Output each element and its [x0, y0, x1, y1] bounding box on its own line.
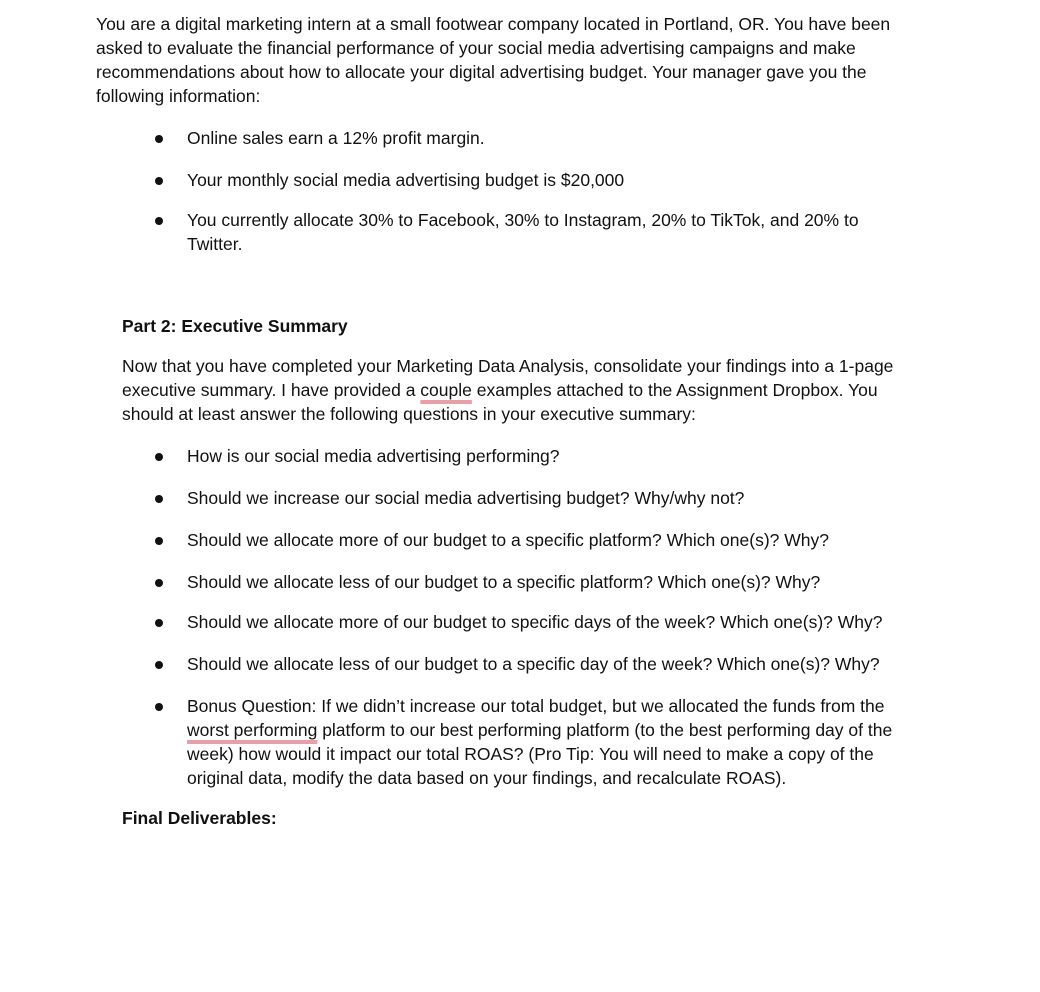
list-item: How is our social media advertising performing?: [187, 446, 560, 466]
bullet-icon: [153, 694, 165, 711]
spellcheck-flagged-phrase[interactable]: worst performing: [187, 720, 318, 740]
intro-paragraph: You are a digital marketing intern at a small footwear company located in Portland, OR. You have been asked to evaluate the financial performance of your social media advertising campaigns and make recommendations about how to allocate your digital advertising budget. Your manager gave you the following information:: [96, 14, 891, 106]
part2-paragraph: [122, 354, 922, 426]
bullet-icon: [153, 570, 165, 587]
paragraph-text: Now that you have completed your Marketing Data Analysis, consolidate your findings into a 1-page executive summary. I have provided a: [122, 356, 894, 400]
spellcheck-flagged-word[interactable]: couple: [420, 380, 472, 400]
bullet-icon: [153, 486, 165, 503]
paragraph-text: examples attached to the Assignment Dropbox. You should at least answer the following questions in your executive summary:: [122, 380, 878, 424]
bullet-icon: [153, 610, 165, 627]
list-item: Should we allocate less of our budget to a specific platform? Which one(s)? Why?: [187, 572, 821, 592]
list-item: Online sales earn a 12% profit margin.: [187, 128, 485, 148]
list-item: Should we allocate less of our budget to a specific day of the week? Which one(s)? Why?: [187, 654, 880, 674]
bullet-icon: [153, 528, 165, 545]
section-heading-part2: Part 2: Executive Summary: [122, 316, 348, 336]
bullet-icon: [153, 168, 165, 185]
list-item: Should we allocate more of our budget to a specific platform? Which one(s)? Why?: [187, 530, 829, 550]
bonus-text: platform to our best performing platform (to the best performing day of the week) how would it impact our total ROAS? (Pro Tip: You will need to make a copy of the original data, modify the data based on your findings, and recalculate ROAS).: [187, 720, 893, 788]
list-item: [187, 694, 912, 790]
list-item: Should we increase our social media advertising budget? Why/why not?: [187, 488, 745, 508]
bullet-icon: [153, 444, 165, 461]
section-heading-final-deliverables: Final Deliverables:: [122, 808, 277, 828]
bullet-icon: [153, 208, 165, 225]
bullet-icon: [153, 126, 165, 143]
list-item: You currently allocate 30% to Facebook, 30% to Instagram, 20% to TikTok, and 20% to Twitter.: [187, 210, 859, 254]
bullet-icon: [153, 652, 165, 669]
list-item: Your monthly social media advertising budget is $20,000: [187, 170, 625, 190]
list-item: Should we allocate more of our budget to specific days of the week? Which one(s)? Why?: [187, 612, 883, 632]
bonus-text: Bonus Question: If we didn’t increase our total budget, but we allocated the funds from the: [187, 696, 885, 716]
